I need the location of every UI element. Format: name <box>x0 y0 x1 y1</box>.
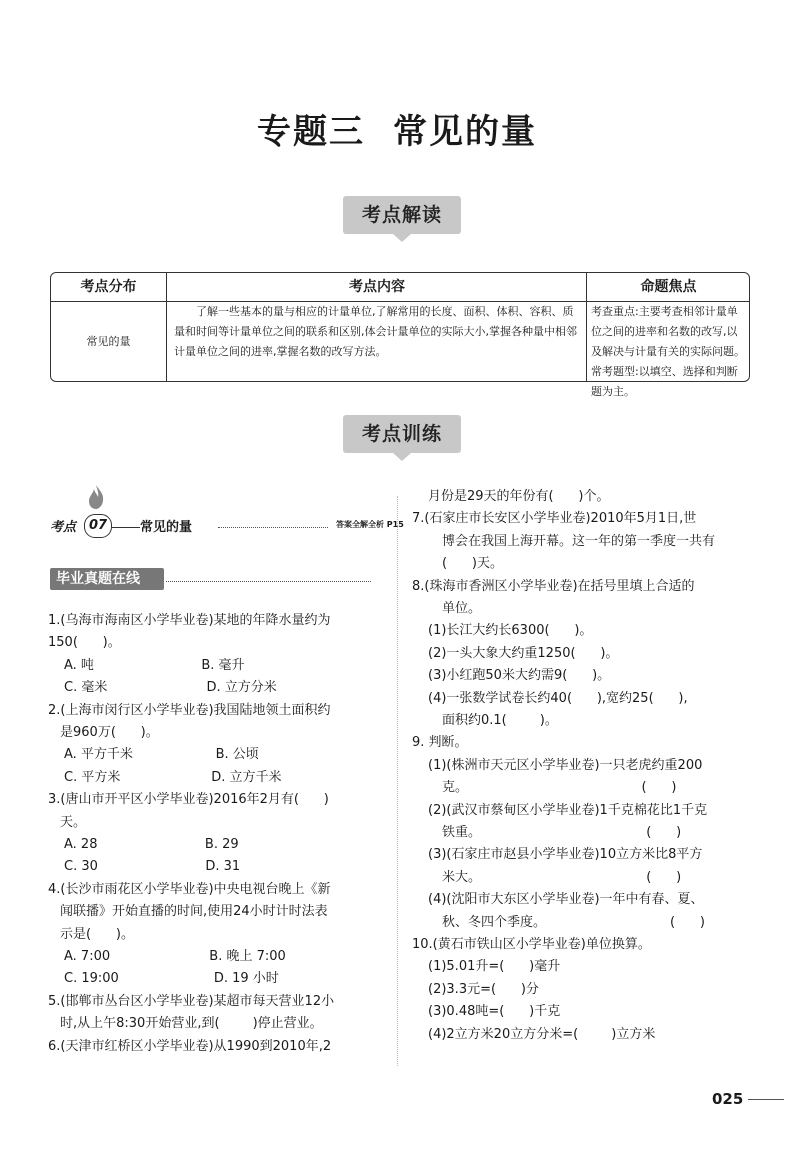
question-line: C. 30 D. 31 <box>64 859 241 875</box>
question-line: 8.(珠海市香洲区小学毕业卷)在括号里填上合适的 <box>412 578 695 594</box>
question-line: 秋、冬四个季度。 ( ) <box>442 914 705 930</box>
question-line: (4)2立方米20立方分米=( )立方米 <box>428 1026 656 1042</box>
question-line: C. 19:00 D. 19 小时 <box>64 971 279 987</box>
question-line: (2)一头大象大约重1250( )。 <box>428 645 619 661</box>
question-line: (3)小红跑50米大约需9( )。 <box>428 668 611 684</box>
question-line: C. 平方米 D. 立方千米 <box>64 769 282 785</box>
question-line: A. 吨 B. 毫升 <box>64 657 245 673</box>
question-line: 示是( )。 <box>60 926 134 942</box>
question-line: (1)(株洲市天元区小学毕业卷)一只老虎约重200 <box>428 757 703 773</box>
answer-reference: 答案全解全析 P15 <box>336 520 404 529</box>
question-line: 博会在我国上海开幕。这一年的第一季度一共有 <box>442 533 716 549</box>
question-line: A. 28 B. 29 <box>64 837 239 852</box>
question-line: A. 平方千米 B. 公顷 <box>64 747 259 763</box>
column-divider <box>397 496 398 1066</box>
question-line: (4)(沈阳市大东区小学毕业卷)一年中有春、夏、 <box>428 892 704 908</box>
question-line: 7.(石家庄市长安区小学毕业卷)2010年5月1日,世 <box>412 511 697 527</box>
question-line: (4)一张数学试卷长约40( ),宽约25( ), <box>428 690 688 706</box>
section-divider <box>166 581 371 582</box>
question-line: 是960万( )。 <box>60 725 159 740</box>
question-line: 天。 <box>60 814 87 830</box>
focus-key-points: 考查重点:主要考查相邻计量单位之间的进率和名数的改写,以及解决与计量有关的实际问题。 <box>591 305 745 358</box>
focus-question-types: 常考题型:以填空、选择和判断题为主。 <box>591 365 738 398</box>
page-number: 025 <box>712 1090 744 1108</box>
question-line: (1)长江大约长6300( )。 <box>428 623 593 639</box>
question-line: 2.(上海市闵行区小学毕业卷)我国陆地领土面积约 <box>48 702 331 718</box>
banner-kaodian-xunlian: 考点训练 <box>343 415 461 453</box>
flame-icon <box>86 484 106 510</box>
question-line: (2)(武汉市蔡甸区小学毕业卷)1千克棉花比1千克 <box>428 802 708 818</box>
kaodian-heading <box>50 516 404 538</box>
table-cell-content: 了解一些基本的量与相应的计量单位,了解常用的长度、面积、体积、容积、质量和时间等计量单位之间的联系和区别,体会计量单位的实际大小,掌握各种量中相邻计量单位之间的进率,掌握名数的改写方法。 <box>166 302 586 381</box>
question-line: C. 毫米 D. 立方分米 <box>64 680 277 696</box>
kaodian-name: 常见的量 <box>140 520 193 535</box>
question-line: 9. 判断。 <box>412 735 468 751</box>
question-line: (2)3.3元=( )分 <box>428 981 539 997</box>
section-heading: 毕业真题在线 <box>50 568 164 590</box>
question-line: ( )天。 <box>442 556 503 572</box>
question-line: 4.(长沙市雨花区小学毕业卷)中央电视台晚上《新 <box>48 881 331 897</box>
question-line: 1.(乌海市海南区小学毕业卷)某地的年降水量约为 <box>48 613 331 628</box>
question-line: 6.(天津市红桥区小学毕业卷)从1990到2010年,2 <box>48 1038 332 1054</box>
question-line: 闻联播》开始直播的时间,使用24小时计时法表 <box>60 904 328 920</box>
question-line: A. 7:00 B. 晚上 7:00 <box>64 949 286 964</box>
table-header: 考点分布 <box>51 273 166 302</box>
table-cell-topic: 常见的量 <box>86 335 131 348</box>
kaodian-number: 07 <box>84 514 112 538</box>
title-topic: 专题三 <box>257 112 365 152</box>
table-header: 命题焦点 <box>586 273 750 302</box>
question-line: 时,从上午8:30开始营业,到( )停止营业。 <box>60 1016 323 1032</box>
question-line: 10.(黄石市铁山区小学毕业卷)单位换算。 <box>412 937 651 952</box>
question-line: 米大。 ( ) <box>442 869 682 885</box>
question-line: (3)(石家庄市赵县小学毕业卷)10立方米比8平方 <box>428 847 703 863</box>
question-line: 月份是29天的年份有( )个。 <box>428 489 610 504</box>
title-subject: 常见的量 <box>393 112 537 152</box>
question-line: (3)0.48吨=( )千克 <box>428 1004 561 1020</box>
kaodian-label: 考点 <box>50 520 77 535</box>
question-line: (1)5.01升=( )毫升 <box>428 959 561 975</box>
banner-kaodian-jiedu: 考点解读 <box>343 196 461 234</box>
table-cell-focus <box>586 302 750 398</box>
kaodian-table <box>50 272 750 398</box>
question-line: 克。 ( ) <box>442 780 677 796</box>
page-title <box>0 104 794 153</box>
question-line: 150( )。 <box>48 635 121 651</box>
question-line: 面积约0.1( )。 <box>442 713 558 728</box>
question-line: 铁重。 ( ) <box>442 825 682 840</box>
table-header: 考点内容 <box>166 273 587 302</box>
question-line: 5.(邯郸市丛台区小学毕业卷)某超市每天营业12小 <box>48 993 335 1009</box>
question-line: 3.(唐山市开平区小学毕业卷)2016年2月有( ) <box>48 792 329 808</box>
question-line: 单位。 <box>442 601 482 616</box>
page-number-rule <box>748 1099 784 1100</box>
